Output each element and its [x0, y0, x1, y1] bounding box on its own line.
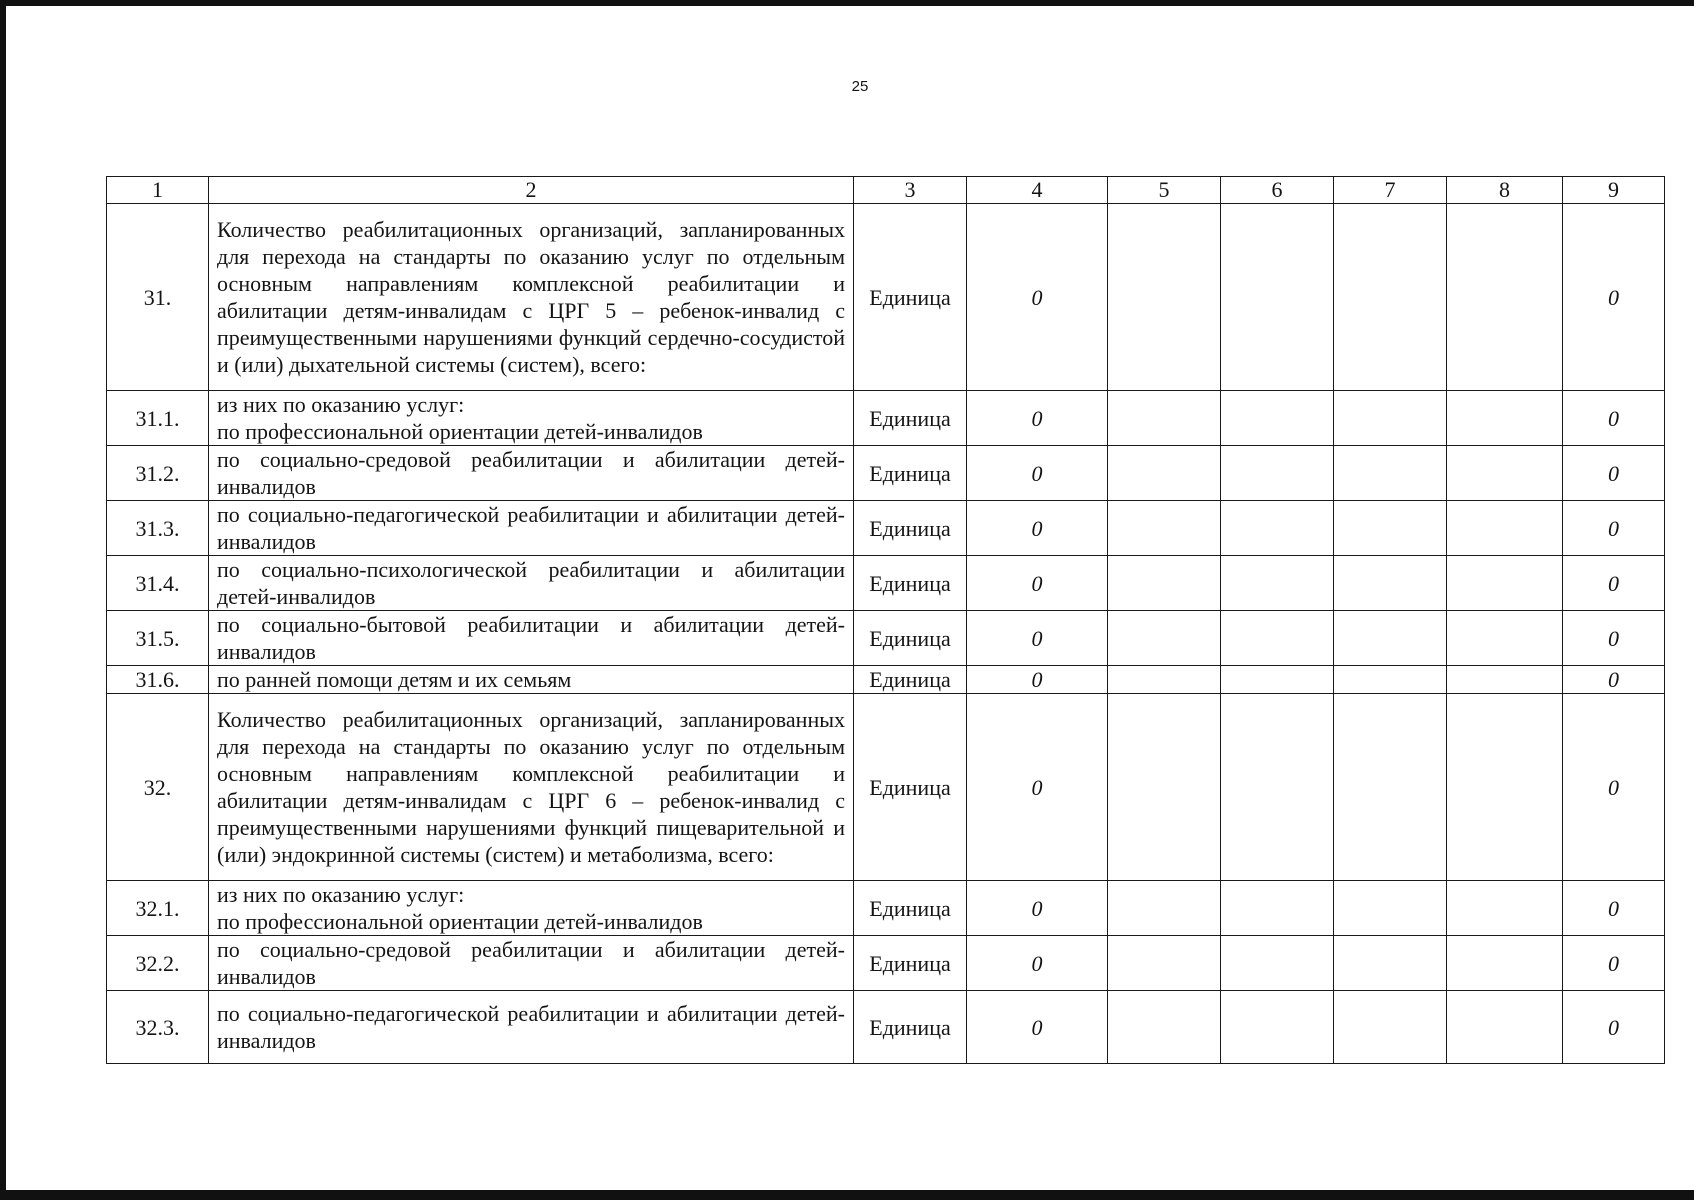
row-number: 32. — [107, 694, 209, 881]
row-value-col9: 0 — [1563, 391, 1665, 446]
row-value-col6 — [1221, 991, 1334, 1064]
row-value-col9: 0 — [1563, 991, 1665, 1064]
row-value-col4: 0 — [967, 204, 1108, 391]
row-value-col8 — [1447, 611, 1563, 666]
row-value-col8 — [1447, 556, 1563, 611]
row-number: 32.2. — [107, 936, 209, 991]
page-number: 25 — [851, 78, 869, 95]
row-value-col9: 0 — [1563, 666, 1665, 694]
row-indicator-text: из них по оказанию услуг: по профессиональной ориентации детей-инвалидов — [217, 392, 703, 444]
row-unit: Единица — [854, 556, 967, 611]
row-value-col7 — [1334, 391, 1447, 446]
row-value-col6 — [1221, 204, 1334, 391]
row-value-col5 — [1108, 556, 1221, 611]
scan-border-top — [0, 0, 1694, 6]
column-header: 4 — [967, 177, 1108, 204]
scan-border-bottom — [0, 1190, 1694, 1200]
row-number: 32.1. — [107, 881, 209, 936]
row-value-col7 — [1334, 611, 1447, 666]
column-header: 3 — [854, 177, 967, 204]
row-indicator: по социально-средовой реабилитации и абилитации детей-инвалидов — [209, 936, 854, 991]
row-value-col7 — [1334, 694, 1447, 881]
row-value-col5 — [1108, 666, 1221, 694]
row-value-col4: 0 — [967, 391, 1108, 446]
row-number: 31.5. — [107, 611, 209, 666]
row-number: 31.4. — [107, 556, 209, 611]
row-unit: Единица — [854, 666, 967, 694]
row-indicator: Количество реабилитационных организаций, запланированных для перехода на стандарты по оказанию услуг по отдельным основным направлениям комплексной реабилитации и абилитации детям-инвалидам с ЦРГ 6 – ребенок-инвалид с преимущественными нарушениями функций пищеварительной и (или) эндокринной системы (систем) и метаболизма, всего: — [209, 694, 854, 881]
row-value-col5 — [1108, 446, 1221, 501]
row-value-col4: 0 — [967, 666, 1108, 694]
row-value-col7 — [1334, 446, 1447, 501]
row-value-col8 — [1447, 694, 1563, 881]
row-value-col9: 0 — [1563, 204, 1665, 391]
table-row — [107, 666, 1665, 694]
row-number: 31.6. — [107, 666, 209, 694]
row-value-col5 — [1108, 391, 1221, 446]
row-value-col8 — [1447, 666, 1563, 694]
report-table — [106, 176, 1665, 1064]
row-value-col8 — [1447, 204, 1563, 391]
row-indicator-text: из них по оказанию услуг: по профессиональной ориентации детей-инвалидов — [217, 882, 703, 934]
row-value-col6 — [1221, 666, 1334, 694]
row-value-col7 — [1334, 666, 1447, 694]
row-indicator: по ранней помощи детям и их семьям — [209, 666, 854, 694]
row-value-col6 — [1221, 556, 1334, 611]
table-row — [107, 204, 1665, 391]
column-header: 7 — [1334, 177, 1447, 204]
row-value-col8 — [1447, 391, 1563, 446]
table-row — [107, 556, 1665, 611]
row-unit: Единица — [854, 881, 967, 936]
row-value-col4: 0 — [967, 694, 1108, 881]
row-value-col9: 0 — [1563, 556, 1665, 611]
row-number: 31. — [107, 204, 209, 391]
row-value-col4: 0 — [967, 501, 1108, 556]
row-value-col8 — [1447, 991, 1563, 1064]
row-value-col4: 0 — [967, 446, 1108, 501]
row-indicator: по социально-средовой реабилитации и абилитации детей-инвалидов — [209, 446, 854, 501]
row-value-col7 — [1334, 881, 1447, 936]
row-unit: Единица — [854, 204, 967, 391]
row-value-col8 — [1447, 446, 1563, 501]
table-row — [107, 694, 1665, 881]
row-value-col8 — [1447, 881, 1563, 936]
row-unit: Единица — [854, 446, 967, 501]
row-value-col5 — [1108, 611, 1221, 666]
column-header: 1 — [107, 177, 209, 204]
row-unit: Единица — [854, 991, 967, 1064]
row-value-col7 — [1334, 501, 1447, 556]
row-value-col8 — [1447, 501, 1563, 556]
row-value-col4: 0 — [967, 881, 1108, 936]
row-unit: Единица — [854, 936, 967, 991]
row-number: 31.1. — [107, 391, 209, 446]
row-value-col4: 0 — [967, 611, 1108, 666]
row-value-col6 — [1221, 881, 1334, 936]
row-value-col8 — [1447, 936, 1563, 991]
row-unit: Единица — [854, 501, 967, 556]
row-number: 32.3. — [107, 991, 209, 1064]
row-indicator — [209, 391, 854, 446]
row-value-col6 — [1221, 501, 1334, 556]
row-value-col6 — [1221, 391, 1334, 446]
table-row — [107, 501, 1665, 556]
row-value-col9: 0 — [1563, 694, 1665, 881]
row-value-col9: 0 — [1563, 501, 1665, 556]
row-value-col5 — [1108, 204, 1221, 391]
scan-border-left — [0, 0, 6, 1200]
row-indicator — [209, 881, 854, 936]
row-value-col7 — [1334, 936, 1447, 991]
row-value-col4: 0 — [967, 936, 1108, 991]
row-value-col4: 0 — [967, 991, 1108, 1064]
row-unit: Единица — [854, 391, 967, 446]
table-row — [107, 881, 1665, 936]
row-indicator: по социально-педагогической реабилитации и абилитации детей-инвалидов — [209, 501, 854, 556]
row-value-col6 — [1221, 446, 1334, 501]
column-header: 9 — [1563, 177, 1665, 204]
row-value-col9: 0 — [1563, 881, 1665, 936]
row-indicator: по социально-психологической реабилитации и абилитации детей-инвалидов — [209, 556, 854, 611]
row-value-col6 — [1221, 611, 1334, 666]
row-indicator: по социально-педагогической реабилитации и абилитации детей-инвалидов — [209, 991, 854, 1064]
table-row — [107, 936, 1665, 991]
row-value-col5 — [1108, 501, 1221, 556]
row-value-col5 — [1108, 991, 1221, 1064]
row-value-col5 — [1108, 881, 1221, 936]
row-indicator: по социально-бытовой реабилитации и абилитации детей-инвалидов — [209, 611, 854, 666]
row-value-col5 — [1108, 936, 1221, 991]
column-header: 6 — [1221, 177, 1334, 204]
row-value-col9: 0 — [1563, 936, 1665, 991]
table-row — [107, 991, 1665, 1064]
table-row — [107, 611, 1665, 666]
row-unit: Единица — [854, 611, 967, 666]
column-header: 2 — [209, 177, 854, 204]
row-value-col4: 0 — [967, 556, 1108, 611]
row-number: 31.3. — [107, 501, 209, 556]
row-value-col7 — [1334, 556, 1447, 611]
header-row — [107, 177, 1665, 204]
column-header: 8 — [1447, 177, 1563, 204]
row-value-col6 — [1221, 936, 1334, 991]
row-value-col7 — [1334, 204, 1447, 391]
table-row — [107, 446, 1665, 501]
column-header: 5 — [1108, 177, 1221, 204]
row-value-col9: 0 — [1563, 446, 1665, 501]
row-value-col5 — [1108, 694, 1221, 881]
row-indicator: Количество реабилитационных организаций, запланированных для перехода на стандарты по оказанию услуг по отдельным основным направлениям комплексной реабилитации и абилитации детям-инвалидам с ЦРГ 5 – ребенок-инвалид с преимущественными нарушениями функций сердечно-сосудистой и (или) дыхательной системы (систем), всего: — [209, 204, 854, 391]
row-value-col9: 0 — [1563, 611, 1665, 666]
row-value-col7 — [1334, 991, 1447, 1064]
row-unit: Единица — [854, 694, 967, 881]
table-row — [107, 391, 1665, 446]
row-value-col6 — [1221, 694, 1334, 881]
row-number: 31.2. — [107, 446, 209, 501]
